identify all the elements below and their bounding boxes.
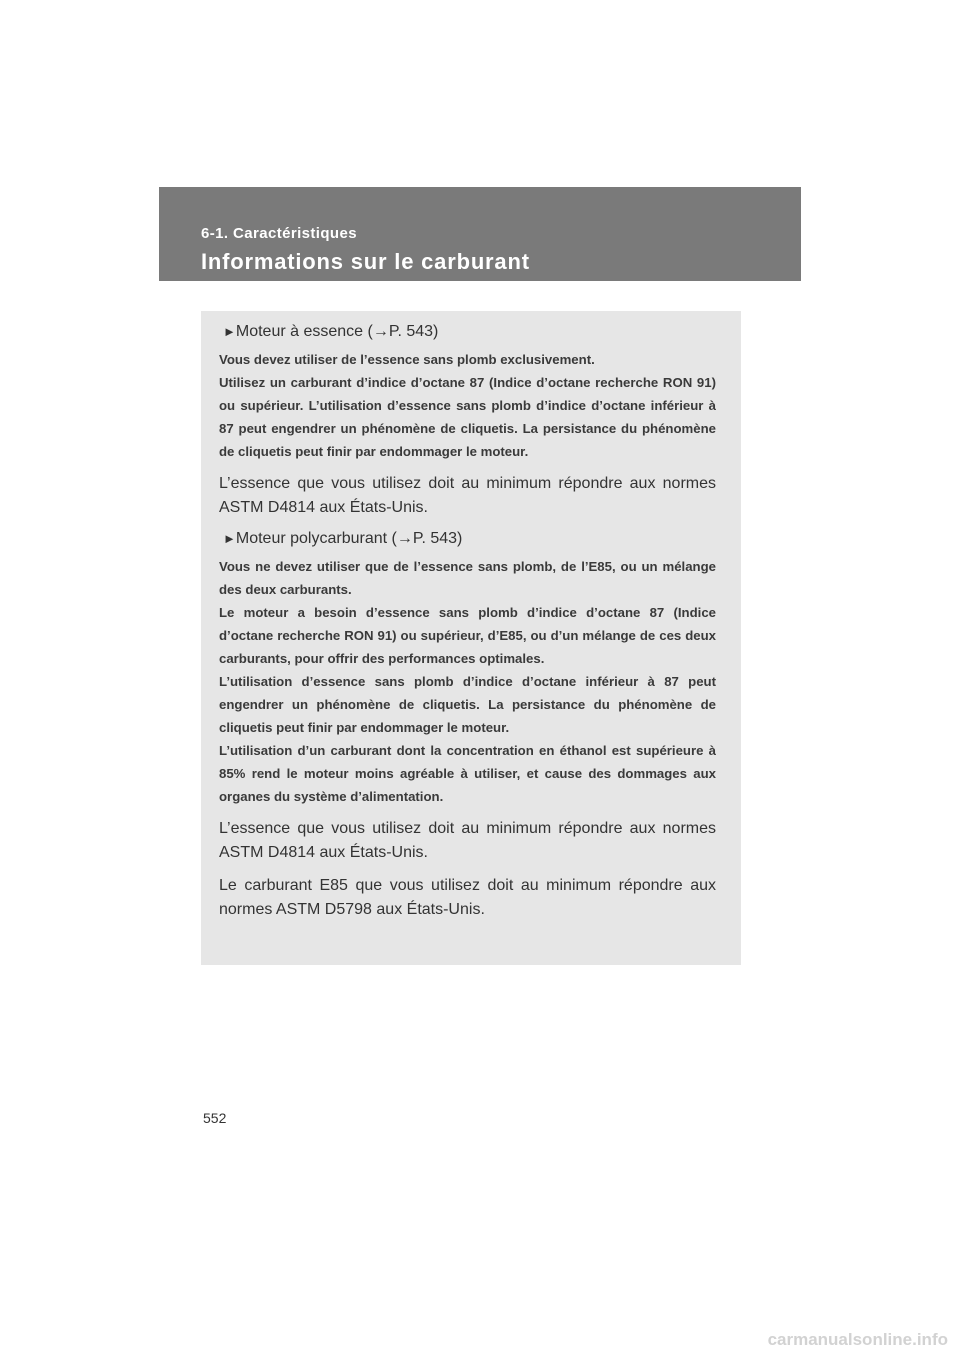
section-label: 6-1. Caractéristiques [201,225,357,242]
gasoline-engine-heading [219,321,716,343]
page-title: Informations sur le carburant [201,249,530,274]
gasoline-heading-text: Moteur à essence (→P. 543) [235,323,439,340]
flexfuel-paragraph: L’utilisation d’essence sans plomb d’indice d’octane inférieur à 87 peut engendrer un phénomène de cliquetis. La persistance du phénomène de cliquetis peut finir par endommager le moteur. [219,674,716,735]
flexfuel-heading-text: Moteur polycarburant (→P. 543) [235,530,463,547]
gasoline-standard-text: L’essence que vous utilisez doit au minimum répondre aux normes ASTM D4814 aux États-Unis. [219,475,716,516]
gasoline-paragraph: Utilisez un carburant d’indice d’octane 87 (Indice d’octane recherche RON 91) ou supérieur. L’utilisation d’essence sans plomb d’indice d’octane inférieur à 87 peut engendrer un phénomène de cliquetis. La persistance du phénomène de cliquetis peut finir par endommager le moteur. [219,375,716,459]
flexfuel-paragraph: L’utilisation d’un carburant dont la concentration en éthanol est supérieure à 85% rend le moteur moins agréable à utiliser, et cause des dommages aux organes du système d’alimentation. [219,743,716,804]
fuel-info-panel [201,311,741,965]
triangle-right-icon: ► [223,324,236,339]
triangle-right-icon: ► [223,531,236,546]
flexfuel-e85-standard-text: Le carburant E85 que vous utilisez doit au minimum répondre aux normes ASTM D5798 aux États-Unis. [219,877,716,918]
flexfuel-engine-heading [219,528,716,550]
flexfuel-paragraph: Vous ne devez utiliser que de l’essence sans plomb, de l’E85, ou un mélange des deux carburants. [219,559,716,597]
watermark: carmanualsonline.info [767,1330,948,1349]
page-number: 552 [203,1110,227,1126]
flexfuel-gasoline-standard-text: L’essence que vous utilisez doit au minimum répondre aux normes ASTM D4814 aux États-Unis. [219,820,716,861]
flexfuel-paragraph: Le moteur a besoin d’essence sans plomb d’indice d’octane 87 (Indice d’octane recherche RON 91) ou supérieur, d’E85, ou d’un mélange de ces deux carburants, pour offrir des performances optimales. [219,605,716,666]
gasoline-paragraph: Vous devez utiliser de l’essence sans plomb exclusivement. [219,352,595,367]
section-header [159,187,801,281]
